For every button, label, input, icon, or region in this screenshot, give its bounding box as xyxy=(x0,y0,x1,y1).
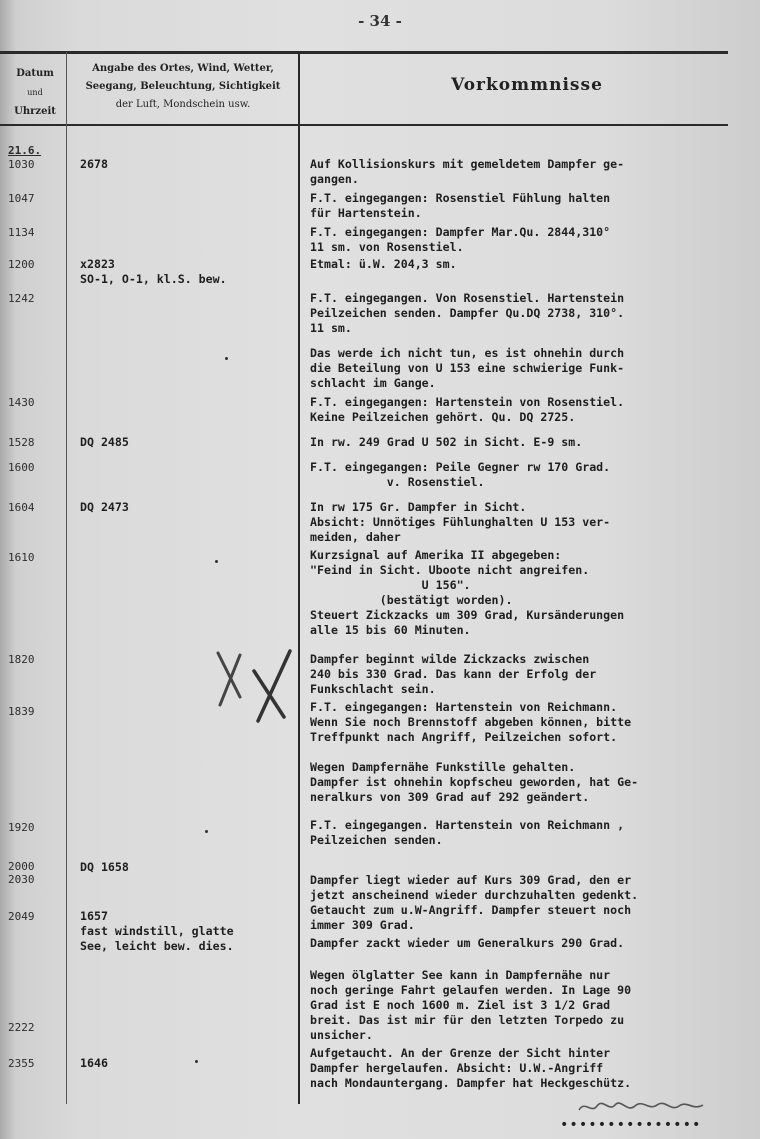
ink-speck xyxy=(225,357,228,360)
row-event: In rw 175 Gr. Dampfer in Sicht. Absicht: Unnötiges Fühlunghalten U 153 ver- meiden, daher xyxy=(310,500,611,544)
row-event: F.T. eingegangen: Peile Gegner rw 170 Grad. v. Rosenstiel. xyxy=(310,460,611,489)
row-time: 1047 xyxy=(8,192,35,205)
row-position: 2678 xyxy=(80,157,108,171)
header-date-label: Datum xyxy=(16,68,54,79)
row-event: Aufgetaucht. An der Grenze der Sicht hinter Dampfer hergelaufen. Absicht: U.W.-Angriff nach Mondauntergang. Dampfer hat Heckgeschütz. xyxy=(310,1046,632,1090)
row-event: Wegen ölglatter See kann in Dampfernähe nur noch geringe Fahrt gelaufen werden. In Lage 90 Grad ist E noch 1600 m. Ziel ist 3 1/2 Grad breit. Das ist mir für den letzten Torpedo zu unsicher. xyxy=(310,968,632,1042)
row-time: 1820 xyxy=(8,653,35,666)
column-divider-1 xyxy=(66,52,67,1104)
row-event: F.T. eingegangen: Rosenstiel Fühlung halten für Hartenstein. xyxy=(310,191,611,220)
row-time: 2000 2030 xyxy=(8,860,35,886)
row-time: 1430 xyxy=(8,396,35,409)
row-position: DQ 2485 xyxy=(80,435,129,449)
row-time: 1610 xyxy=(8,551,35,564)
row-position: DQ 1658 xyxy=(80,860,129,874)
row-event: Auf Kollisionskurs mit gemeldetem Dampfer ge- gangen. xyxy=(310,157,625,186)
row-time: 1242 xyxy=(8,292,35,305)
header-location-weather xyxy=(70,60,296,114)
header-location-line-1: Angabe des Ortes, Wind, Wetter, xyxy=(92,63,274,74)
header-location-line-2: Seegang, Beleuchtung, Sichtigkeit xyxy=(85,81,281,92)
row-time: 2222 xyxy=(8,1021,35,1034)
signature xyxy=(575,1096,715,1118)
row-event: Kurzsignal auf Amerika II abgegeben: "Feind in Sicht. Uboote nicht angreifen. U 156". (bestätigt worden). Steuert Zickzacks um 309 Grad, Kursänderungen alle 15 bis 60 Minuten. xyxy=(310,548,625,637)
row-time: 1839 xyxy=(8,705,35,718)
row-position: 1657 fast windstill, glatte See, leicht bew. dies. xyxy=(80,909,234,953)
row-event: F.T. eingegangen. Hartenstein von Reichmann , Peilzeichen senden. xyxy=(310,818,625,847)
header-and-label: und xyxy=(27,88,43,97)
row-time: 1200 xyxy=(8,258,35,271)
row-event: Dampfer beginnt wilde Zickzacks zwischen 240 bis 330 Grad. Das kann der Erfolg der Funkschlacht sein. xyxy=(310,652,597,696)
top-rule xyxy=(0,51,728,54)
handwritten-xx-mark xyxy=(210,645,300,725)
row-event: Dampfer zackt wieder um Generalkurs 290 Grad. xyxy=(310,936,625,950)
row-event: Wegen Dampfernähe Funkstille gehalten. Dampfer ist ohnehin kopfscheu geworden, hat Ge- neralkurs von 309 Grad auf 292 geändert. xyxy=(310,760,639,804)
column-divider-2 xyxy=(298,52,300,1104)
row-time: 1920 xyxy=(8,821,35,834)
header-bottom-rule xyxy=(0,124,728,126)
row-position: 1646 xyxy=(80,1056,108,1070)
ink-speck xyxy=(195,1060,198,1063)
row-event: F.T. eingegangen: Hartenstein von Reichmann. Wenn Sie noch Brennstoff abgeben können, bitte Treffpunkt nach Angriff, Peilzeichen sofort. xyxy=(310,700,632,744)
row-event: Dampfer liegt wieder auf Kurs 309 Grad, den er jetzt anscheinend wieder durchzuhalten gedenkt. Getaucht zum u.W-Angriff. Dampfer steuert noch immer 309 Grad. xyxy=(310,873,639,932)
header-events: Vorkommnisse xyxy=(451,75,603,95)
row-position: x2823 SO-1, O-1, kl.S. bew. xyxy=(80,257,227,286)
ink-speck xyxy=(205,830,208,833)
row-time: 1528 xyxy=(8,436,35,449)
row-time: 1030 xyxy=(8,158,35,171)
row-event: Das werde ich nicht tun, es ist ohnehin durch die Beteilung von U 153 eine schwierige Funk- schlacht im Gange. xyxy=(310,346,625,390)
row-time: 2049 xyxy=(8,910,35,923)
row-event: F.T. eingegangen: Dampfer Mar.Qu. 2844,310° 11 sm. von Rosenstiel. xyxy=(310,225,611,254)
row-position: DQ 2473 xyxy=(80,500,129,514)
row-time: 1134 xyxy=(8,226,35,239)
header-date-time xyxy=(6,64,64,121)
date-cell: 21.6. xyxy=(8,144,42,157)
ink-speck xyxy=(215,560,218,563)
header-location-line-3: der Luft, Mondschein usw. xyxy=(115,99,251,110)
row-time: 1604 xyxy=(8,501,35,514)
row-event: Etmal: ü.W. 204,3 sm. xyxy=(310,257,457,271)
row-time: 2355 xyxy=(8,1057,35,1070)
row-event: In rw. 249 Grad U 502 in Sicht. E-9 sm. xyxy=(310,435,583,449)
row-time: 1600 xyxy=(8,461,35,474)
row-event: F.T. eingegangen: Hartenstein von Rosenstiel. Keine Peilzeichen gehört. Qu. DQ 2725. xyxy=(310,395,625,424)
row-event: F.T. eingegangen. Von Rosenstiel. Hartenstein Peilzeichen senden. Dampfer Qu.DQ 2738, 310°. 11 sm. xyxy=(310,291,625,335)
page-number: - 34 - xyxy=(358,12,402,30)
header-time-label: Uhrzeit xyxy=(14,106,56,117)
footer-dots: ••••••••••••••• xyxy=(560,1117,702,1133)
